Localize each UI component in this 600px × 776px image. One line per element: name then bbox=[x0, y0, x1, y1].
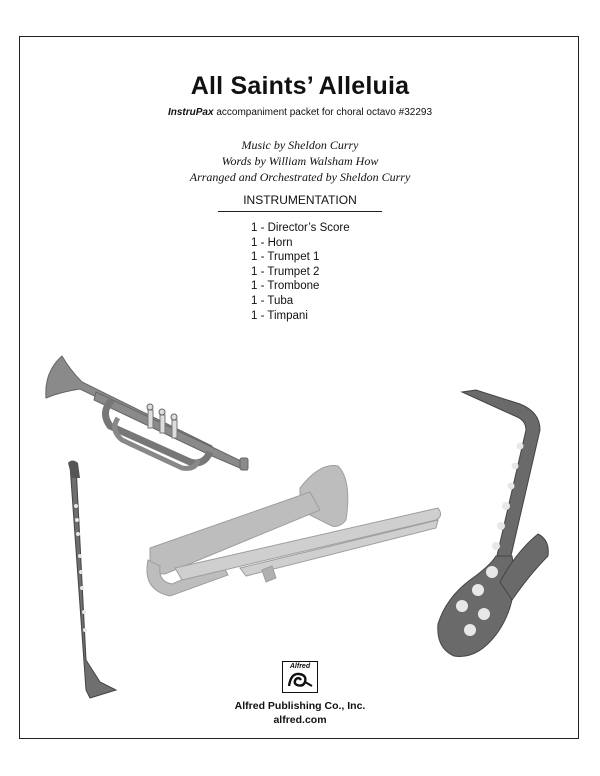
list-item: 1 - Horn bbox=[251, 236, 293, 249]
publisher-name: Alfred Publishing Co., Inc. bbox=[234, 700, 366, 712]
list-item: 1 - Trumpet 2 bbox=[251, 265, 320, 278]
subtitle-text: accompaniment packet for choral octavo #32293 bbox=[213, 107, 433, 118]
publisher-website: alfred.com bbox=[273, 714, 327, 726]
instrumentation-heading: INSTRUMENTATION bbox=[243, 193, 357, 207]
credit-music: Music by Sheldon Curry bbox=[241, 138, 359, 152]
trombone-icon bbox=[147, 465, 441, 596]
trumpet-icon bbox=[46, 356, 248, 470]
logo-mark-icon bbox=[285, 670, 315, 690]
logo-text: Alfred bbox=[289, 663, 311, 670]
credit-arranger: Arranged and Orchestrated by Sheldon Curry bbox=[189, 170, 411, 184]
list-item: 1 - Tuba bbox=[251, 294, 294, 307]
list-item: 1 - Director’s Score bbox=[251, 222, 350, 234]
saxophone-icon bbox=[438, 390, 548, 657]
list-item: 1 - Timpani bbox=[251, 309, 308, 322]
credit-words: Words by William Walsham How bbox=[221, 154, 379, 168]
list-item: 1 - Trumpet 1 bbox=[251, 251, 320, 264]
page-title: All Saints’ Alleluia bbox=[190, 72, 410, 100]
list-item: 1 - Trombone bbox=[251, 280, 320, 293]
clarinet-icon bbox=[68, 461, 116, 699]
brand-name: InstruPax bbox=[167, 107, 214, 118]
alfred-logo bbox=[282, 661, 318, 693]
